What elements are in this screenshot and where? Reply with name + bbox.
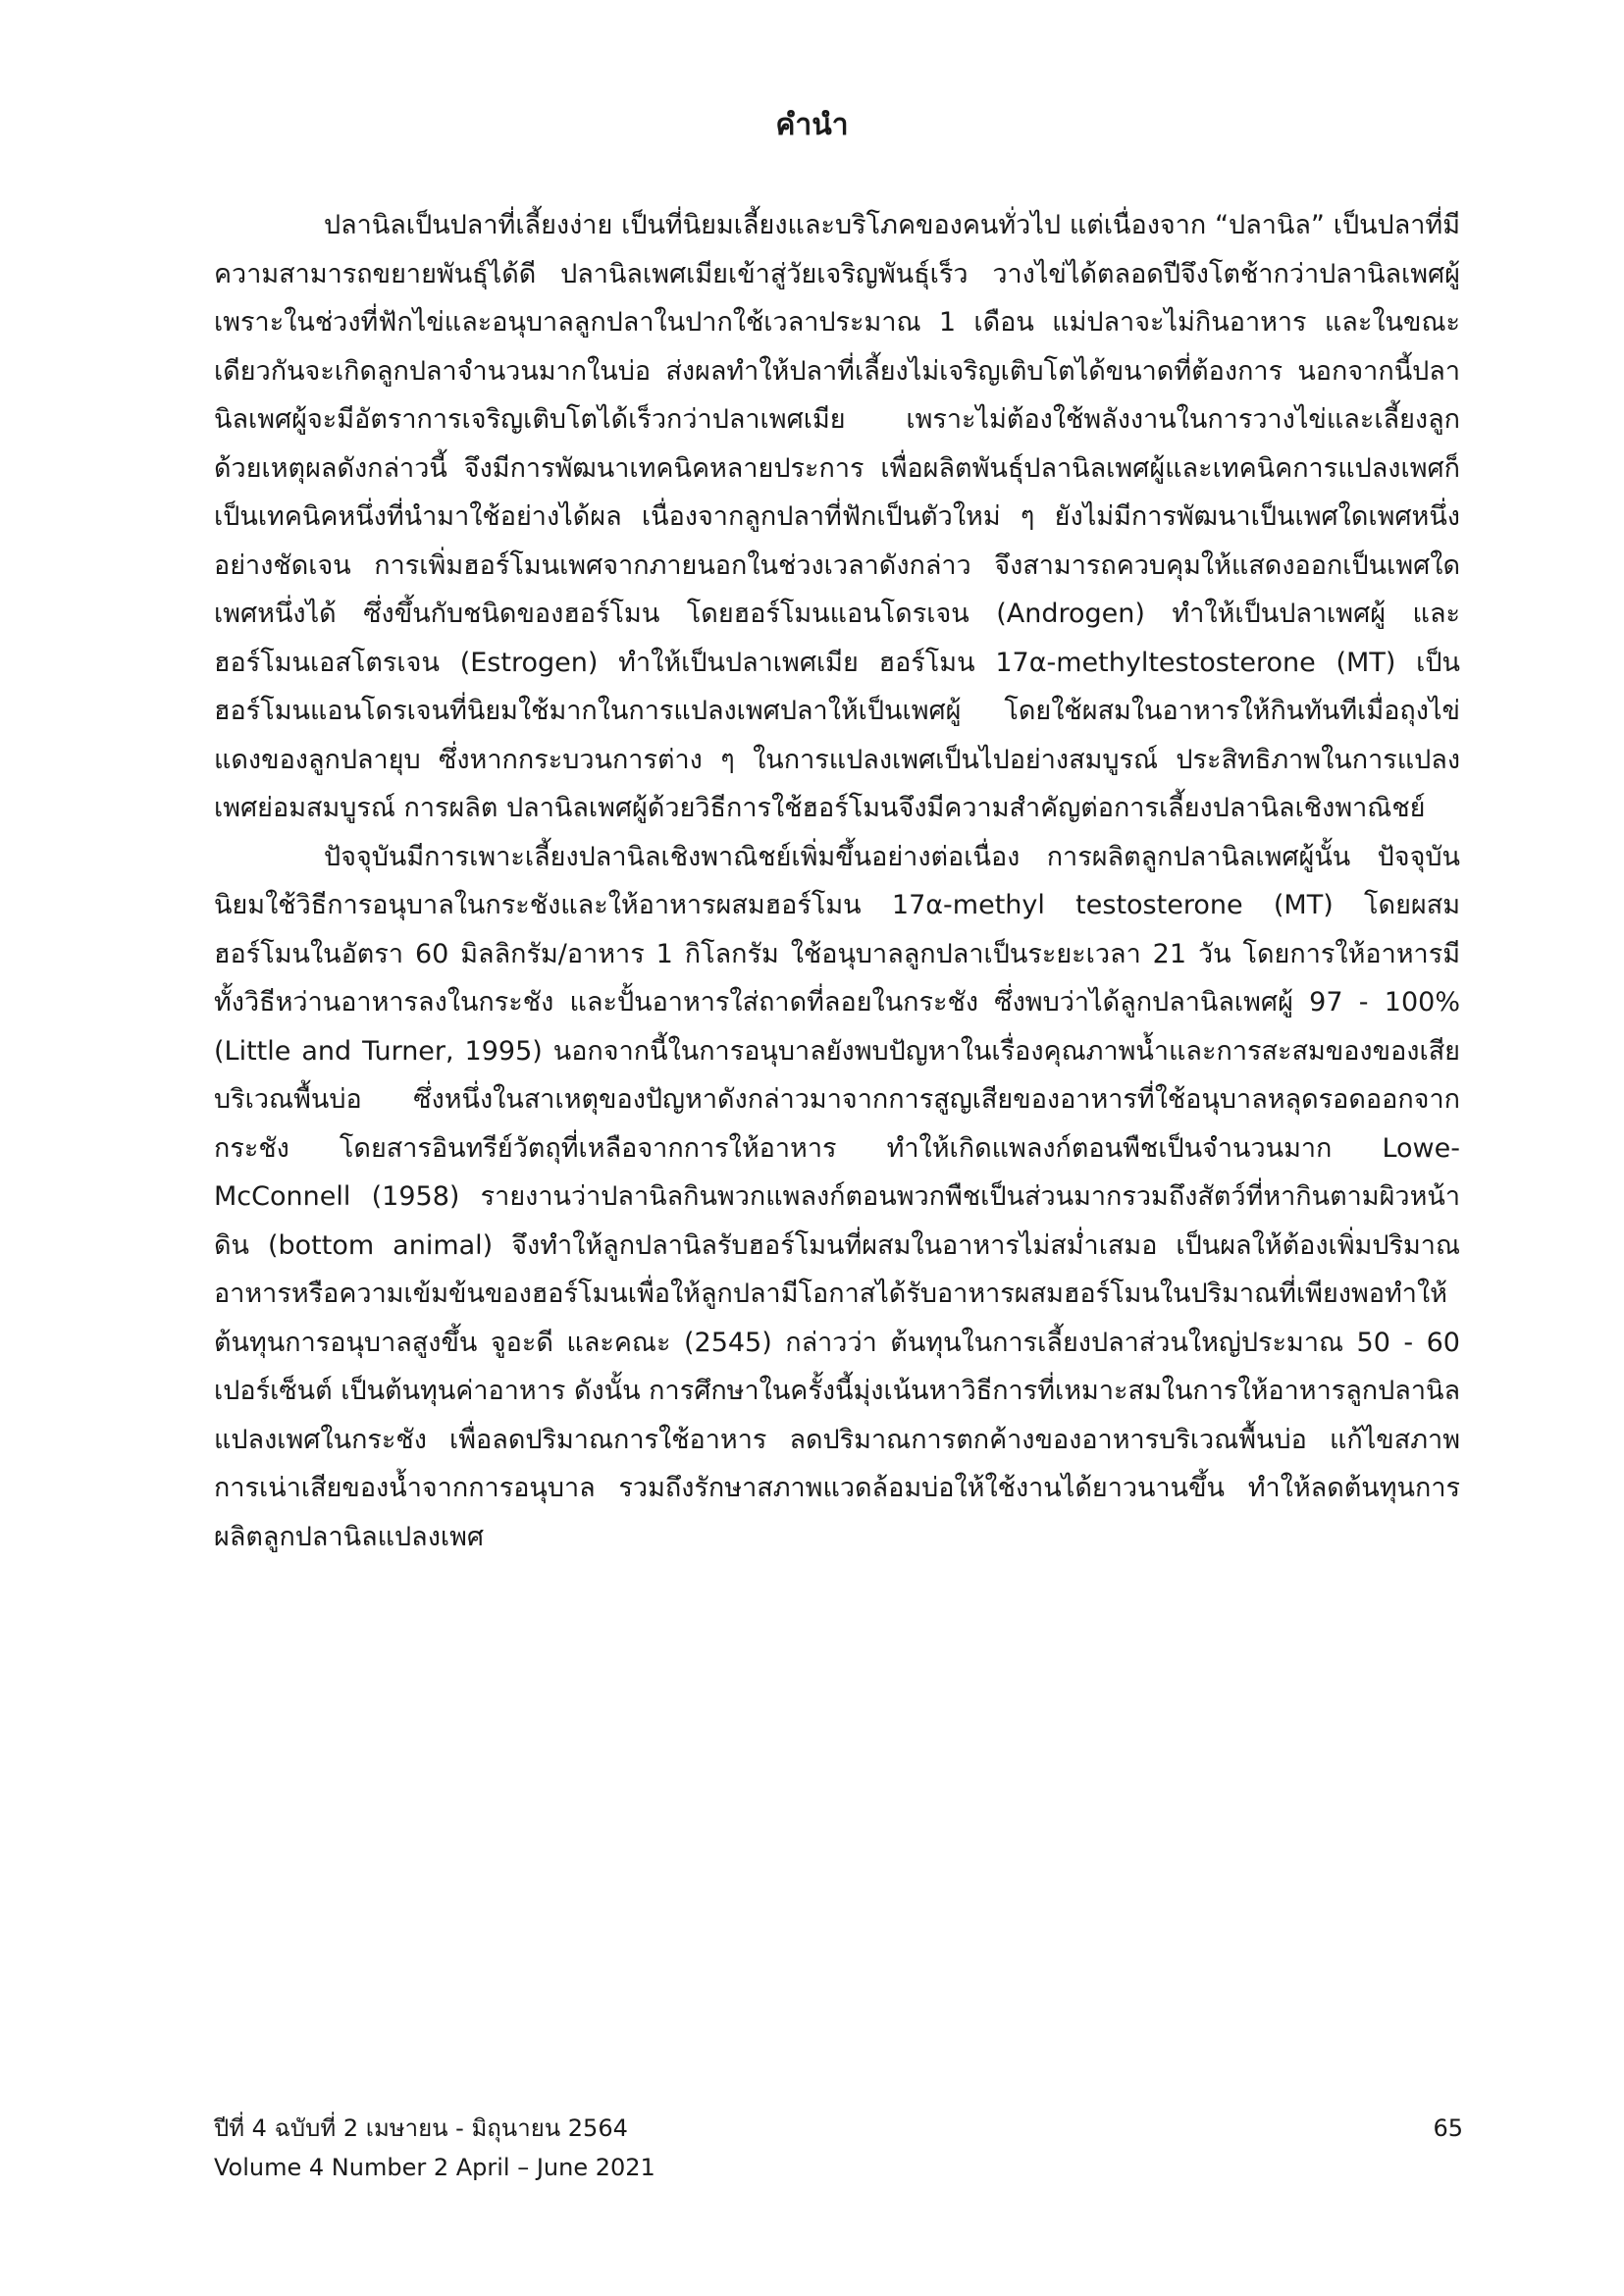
footer-issue-thai: ปีที่ 4 ฉบับที่ 2 เมษายน - มิถุนายน 2564: [214, 2114, 628, 2142]
page-number: 65: [1433, 2114, 1463, 2142]
footer-issue-english: Volume 4 Number 2 April – June 2021: [214, 2154, 655, 2181]
footer-issue-info: [214, 2109, 655, 2187]
body-text: [214, 201, 1460, 1561]
page-title: คำนำ: [775, 108, 849, 142]
paragraph-2: ปัจจุบันมีการเพาะเลี้ยงปลานิลเชิงพาณิชย์เพิ่มขึ้นอย่างต่อเนื่อง การผลิตลูกปลานิลเพศผู้นั้น ปัจจุบันนิยมใช้วิธีการอนุบาลในกระชังและให้อาหารผสมฮอร์โมน 17α-methyl testosterone (MT) โดยผสมฮอร์โมนในอัตรา 60 มิลลิกรัม/อาหาร 1 กิโลกรัม ใช้อนุบาลลูกปลาเป็นระยะเวลา 21 วัน โดยการให้อาหารมีทั้งวิธีหว่านอาหารลงในกระชัง และปั้นอาหารใส่ถาดที่ลอยในกระชัง ซึ่งพบว่าได้ลูกปลานิลเพศผู้ 97 - 100% (Little and Turner, 1995) นอกจากนี้ในการอนุบาลยังพบปัญหาในเรื่องคุณภาพน้ำและการสะสมของของเสียบริเวณพื้นบ่อ ซึ่งหนึ่งในสาเหตุของปัญหาดังกล่าวมาจากการสูญเสียของอาหารที่ใช้อนุบาลหลุดรอดออกจากกระชัง โดยสารอินทรีย์วัตถุที่เหลือจากการให้อาหาร ทำให้เกิดแพลงก์ตอนพืชเป็นจำนวนมาก Lowe-McConnell (1958) รายงานว่าปลานิลกินพวกแพลงก์ตอนพวกพืชเป็นส่วนมากรวมถึงสัตว์ที่หากินตามผิวหน้าดิน (bottom animal) จึงทำให้ลูกปลานิลรับฮอร์โมนที่ผสมในอาหารไม่สม่ำเสมอ เป็นผลให้ต้องเพิ่มปริมาณอาหารหรือความเข้มข้นของฮอร์โมนเพื่อให้ลูกปลามีโอกาสได้รับอาหารผสมฮอร์โมนในปริมาณที่เพียงพอทำให้ต้นทุนการอนุบาลสูงขึ้น จูอะดี และคณะ (2545) กล่าวว่า ต้นทุนในการเลี้ยงปลาส่วนใหญ่ประมาณ 50 - 60 เปอร์เซ็นต์ เป็นต้นทุนค่าอาหาร ดังนั้น การศึกษาในครั้งนี้มุ่งเน้นหาวิธีการที่เหมาะสมในการให้อาหารลูกปลานิลแปลงเพศในกระชัง เพื่อลดปริมาณการใช้อาหาร ลดปริมาณการตกค้างของอาหารบริเวณพื้นบ่อ แก้ไขสภาพการเน่าเสียของน้ำจากการอนุบาล รวมถึงรักษาสภาพแวดล้อมบ่อให้ใช้งานได้ยาวนานขึ้น ทำให้ลดต้นทุนการผลิตลูกปลานิลแปลงเพศ: [214, 841, 1460, 1552]
paragraph-1: ปลานิลเป็นปลาที่เลี้ยงง่าย เป็นที่นิยมเลี้ยงและบริโภคของคนทั่วไป แต่เนื่องจาก “ปลานิล” เป็นปลาที่มีความสามารถขยายพันธุ์ได้ดี ปลานิลเพศเมียเข้าสู่วัยเจริญพันธุ์เร็ว วางไข่ได้ตลอดปีจึงโตช้ากว่าปลานิลเพศผู้ เพราะในช่วงที่ฟักไข่และอนุบาลลูกปลาในปากใช้เวลาประมาณ 1 เดือน แม่ปลาจะไม่กินอาหาร และในขณะเดียวกันจะเกิดลูกปลาจำนวนมากในบ่อ ส่งผลทำให้ปลาที่เลี้ยงไม่เจริญเติบโตได้ขนาดที่ต้องการ นอกจากนี้ปลานิลเพศผู้จะมีอัตราการเจริญเติบโตได้เร็วกว่าปลาเพศเมีย เพราะไม่ต้องใช้พลังงานในการวางไข่และเลี้ยงลูก ด้วยเหตุผลดังกล่าวนี้ จึงมีการพัฒนาเทคนิคหลายประการ เพื่อผลิตพันธุ์ปลานิลเพศผู้และเทคนิคการแปลงเพศก็เป็นเทคนิคหนึ่งที่นำมาใช้อย่างได้ผล เนื่องจากลูกปลาที่ฟักเป็นตัวใหม่ ๆ ยังไม่มีการพัฒนาเป็นเพศใดเพศหนึ่งอย่างชัดเจน การเพิ่มฮอร์โมนเพศจากภายนอกในช่วงเวลาดังกล่าว จึงสามารถควบคุมให้แสดงออกเป็นเพศใดเพศหนึ่งได้ ซึ่งขึ้นกับชนิดของฮอร์โมน โดยฮอร์โมนแอนโดรเจน (Androgen) ทำให้เป็นปลาเพศผู้ และฮอร์โมนเอสโตรเจน (Estrogen) ทำให้เป็นปลาเพศเมีย ฮอร์โมน 17α-methyltestosterone (MT) เป็นฮอร์โมนแอนโดรเจนที่นิยมใช้มากในการแปลงเพศปลาให้เป็นเพศผู้ โดยใช้ผสมในอาหารให้กินทันทีเมื่อถุงไข่แดงของลูกปลายุบ ซึ่งหากกระบวนการต่าง ๆ ในการแปลงเพศเป็นไปอย่างสมบูรณ์ ประสิทธิภาพในการแปลงเพศย่อมสมบูรณ์ การผลิต ปลานิลเพศผู้ด้วยวิธีการใช้ฮอร์โมนจึงมีความสำคัญต่อการเลี้ยงปลานิลเชิงพาณิชย์: [214, 210, 1460, 823]
